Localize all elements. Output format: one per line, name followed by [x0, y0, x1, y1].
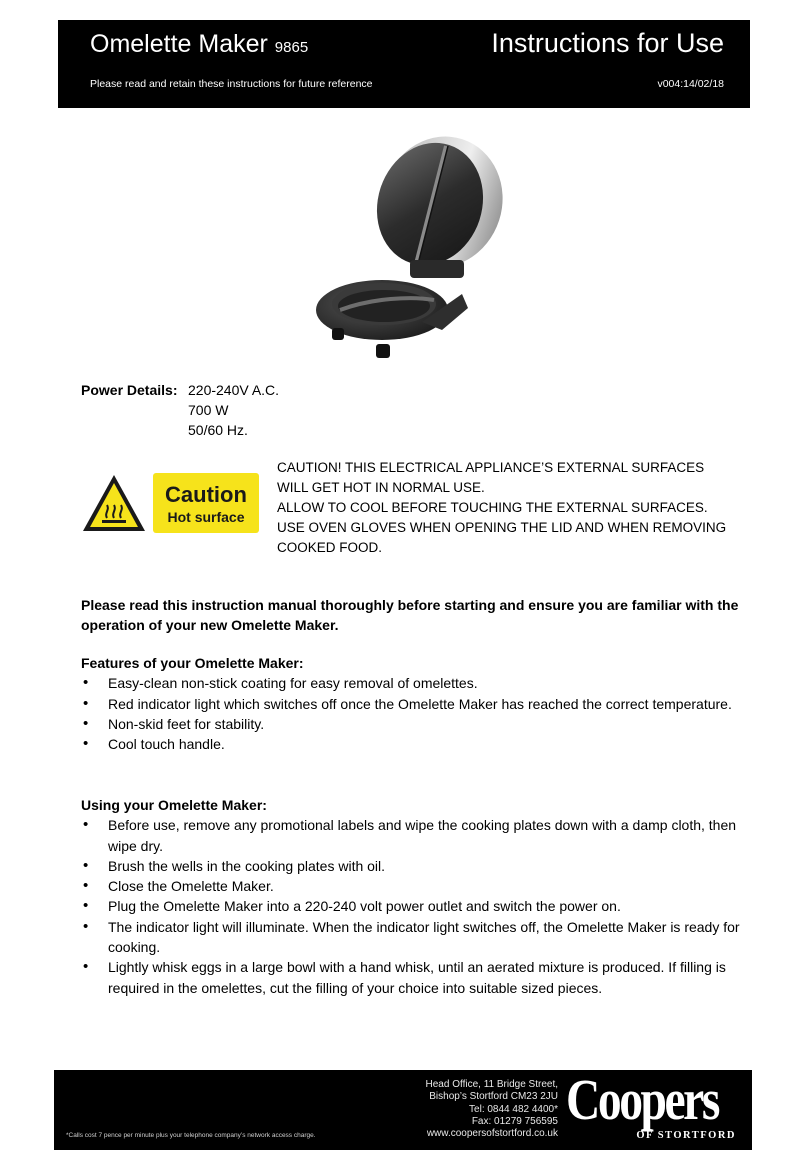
- document-footer: [54, 1067, 752, 1150]
- omelette-maker-image: [312, 128, 526, 368]
- features-heading: Features of your Omelette Maker:: [81, 655, 304, 671]
- document-title: Omelette Maker 9865: [90, 30, 309, 58]
- caution-line: USE OVEN GLOVES WHEN OPENING THE LID AND WHEN REMOVING COOKED FOOD.: [277, 520, 727, 555]
- company-address: [426, 1079, 558, 1140]
- list-item: • Before use, remove any promotional labels and wipe the cooking plates down with a damp cloth, then wipe dry.: [81, 815, 741, 856]
- list-item: • Cool touch handle.: [81, 734, 741, 754]
- power-details-label: Power Details:: [81, 382, 178, 398]
- list-item: • Non-skid feet for stability.: [81, 714, 741, 734]
- caution-line: ALLOW TO COOL BEFORE TOUCHING THE EXTERNAL SURFACES.: [277, 500, 708, 515]
- using-section: [81, 795, 741, 998]
- model-number: 9865: [274, 39, 309, 56]
- address-line: Head Office, 11 Bridge Street,: [425, 1079, 558, 1090]
- version-label: v004:14/02/18: [657, 78, 724, 90]
- features-list: [81, 673, 741, 754]
- using-heading: Using your Omelette Maker:: [81, 797, 267, 813]
- coopers-logo: [566, 1067, 738, 1148]
- power-frequency: 50/60 Hz.: [188, 422, 248, 438]
- caution-text: [277, 458, 737, 558]
- list-item: • Easy-clean non-stick coating for easy removal of omelettes.: [81, 673, 741, 693]
- list-item: • Lightly whisk eggs in a large bowl with a hand whisk, until an aerated mixture is produced. If filling is required in the omelettes, cut the filling of your choice into suitable sized pieces.: [81, 957, 741, 998]
- list-item: • Plug the Omelette Maker into a 220-240 volt power outlet and switch the power on.: [81, 896, 741, 916]
- power-voltage: 220-240V A.C.: [188, 382, 280, 398]
- sign-title: Caution: [165, 482, 247, 507]
- call-cost-note: *Calls cost 7 pence per minute plus your telephone company’s network access charge.: [66, 1132, 316, 1139]
- list-item: • Close the Omelette Maker.: [81, 876, 741, 896]
- list-item: • Red indicator light which switches off once the Omelette Maker has reached the correct temperature.: [81, 694, 741, 714]
- caution-hot-surface-sign: [81, 470, 261, 536]
- instructions-title: Instructions for Use: [491, 28, 724, 58]
- list-item: • The indicator light will illuminate. When the indicator light switches off, the Omelette Maker is ready for cooking.: [81, 917, 741, 958]
- caution-line: CAUTION! THIS ELECTRICAL APPLIANCE’S EXTERNAL SURFACES WILL GET HOT IN NORMAL USE.: [277, 460, 705, 495]
- header-subtitle: Please read and retain these instructions for future reference: [90, 78, 373, 90]
- logo-wordmark: Coopers: [566, 1067, 718, 1132]
- intro-paragraph: Please read this instruction manual thoroughly before starting and ensure you are familiar with the operation of your new Omelette Maker.: [81, 597, 739, 634]
- document-header: [58, 20, 750, 108]
- phone-number: Tel: 0844 482 4400*: [469, 1103, 558, 1115]
- using-list: [81, 815, 741, 998]
- sign-subtitle: Hot surface: [167, 509, 245, 525]
- power-values: [188, 380, 279, 440]
- website-link[interactable]: www.coopersofstortford.co.uk: [426, 1128, 558, 1140]
- logo-subtitle: OF STORTFORD: [636, 1130, 736, 1141]
- features-section: [81, 653, 741, 754]
- address-line: Bishop’s Stortford CM23 2JU: [429, 1091, 558, 1103]
- power-wattage: 700 W: [188, 402, 229, 418]
- fax-number: Fax: 01279 756595: [471, 1115, 558, 1127]
- list-item: • Brush the wells in the cooking plates with oil.: [81, 856, 741, 876]
